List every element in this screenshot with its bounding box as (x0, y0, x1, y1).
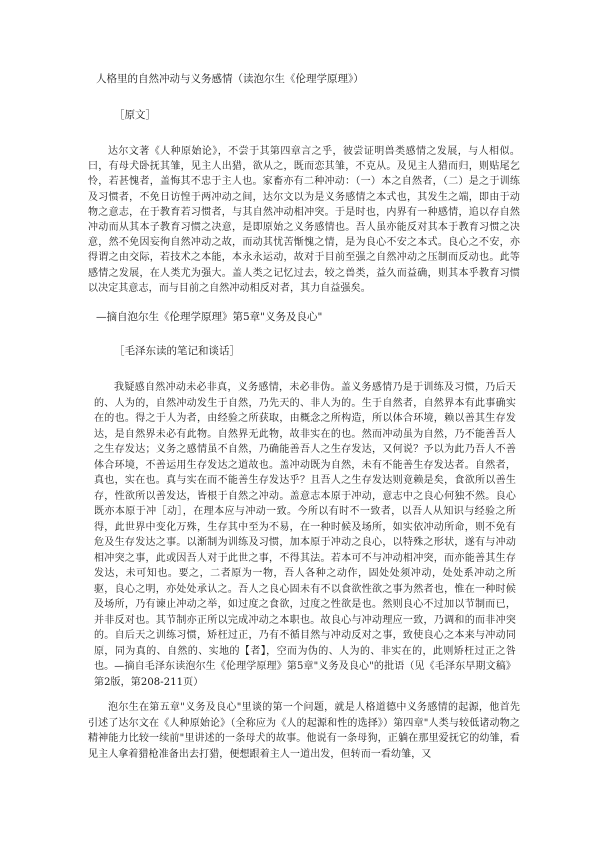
essay-paragraph: 泡尔生在第五章"义务及良心"里谈的第一个问题，就是人格道德中义务感情的起源，他首先引述了达尔文在《人种原始论》（全称应为《人的起源和性的选择》）第四章"人类与较低诸动物之精神能力比较一续前"里讲述的一条母犬的故事。他说有一条母狗，正躺在那里爱抚它的幼雏，看见主人拿着猎枪准备出去打猎，便想跟着主人一道出发，但转而一看幼雏，又 (88, 702, 520, 760)
original-text-paragraph: 达尔文著《人种原始论》，不尝于其第四章言之乎，彼尝证明兽类感情之发展，与人相似。曰，有母犬卧抚其雏，见主人出猎，欲从之，既而恋其雏，不克从。及见主人猎而归，则贴尾乞怜，若甚愧者，盖悔其不忠于主人也。家畜亦有二种冲动：（一）本之自然者，（二）是之于训练及习惯者，不免日访惶于两冲动之间，达尔文以为是义务感情之本式也，其发生之端，即由于动物之意志，在于教育若习惯者，与其自然冲动相冲突。于是时也，内界有一种感情，追以存自然冲动而从其本子教育习惯之决意，是即原始之义务感情也。吾人虽亦能反对其本于教育习惯之决意，然不免因妄徇自然冲动之故，而动其忧苦惭愧之情，是为良心不安之本式。良心之不安，亦得谓之由交际，若技术之本能，本永永运动，故对于目前至强之自然冲动之压制而反动也。此等感情之发展，在人类尤为强大。盖人类之记忆过去，较之兽类，益久而益确，则其本乎教育习惯以决定其意志，而与目前之自然冲动相反对者，其力自益强矣。 (88, 146, 520, 294)
original-text-label: ［原文］ (114, 109, 156, 121)
notes-paragraph: 我疑感自然冲动未必非真，义务感情，未必非伪。盖义务感情乃是于训练及习惯，乃后天的、人为的，自然冲动发生于自然，乃先天的、非人为的。生于自然者，自然界本有此事确实在的也。得之于人为者，由经验之所获取，由概念之所构造，所以体合环境，赖以善其生存发达，是自然界未必有此物。自然界无此物，故非实在的也。然而冲动虽为自然，乃不能善吾人之生存发达；义务之感情虽不自然，乃确能善吾人之生存发达，又何说？予以为此乃吾人不善体合环境，不善运用生存发达之道故也。盖冲动既为自然，未有不能善生存发达者。自然者，真也，实在也。真与实在而不能善生存发达乎？且吾人之生存发达则竟赖是矣，食欲所以善生存，性欲所以善发达，皆根于自然之冲动。盖意志本原于冲动，意志中之良心何独不然。良心既亦本原于冲［动］，在理本应与冲动一致。今所以有时不一致者，以吾人从知识与经验之所得，此世界中变化万殊，生存其中至为不易，在一种时候及场所，如实依冲动所命，则不免有危及生存发达之事。以渐制为训练及习惯，加本原于冲动之良心，以特殊之形状，遂有与冲动相冲突之事，此或因吾人对于此世之事，不得其法。若本可不与冲动相冲突，而亦能善其生存发达，未可知也。要之，二者原为一物，吾人各种之动作，固处处须冲动，处处系冲动之所驱，良心之明，亦处处承认之。吾人之良心固未有不以食欲性欲之事为然者也，惟在一种时候及场所，乃有谏止冲动之举，如过度之食欲，过度之性欲是也。然则良心不过加以节制而已，并非反对也。其节制亦正所以完成冲动之本职也。故良心与冲动理应一致，乃调和的而非冲突的。自后天之训练习惯，矫枉过正，乃有不循目然与冲动反对之事，致使良心之本来与冲动同原，同为真的、自然的、实地的【者】，空而为伪的、人为的、非实在的，此则矫枉过正之咎也。—摘自毛泽东读泡尔生《伦理学原理》第5章"义务及良心"的批语（见《毛泽东早期文稿》第2版，第208-211页） (94, 382, 516, 688)
source-citation: —摘自泡尔生《伦理学原理》第5章"义务及良心" (96, 311, 323, 324)
document-page (88, 72, 520, 762)
document-title: 人格里的自然冲动与义务感情（读泡尔生《伦理学原理》） (96, 73, 364, 85)
notes-label: ［毛泽东读的笔记和谈话］ (114, 345, 240, 358)
